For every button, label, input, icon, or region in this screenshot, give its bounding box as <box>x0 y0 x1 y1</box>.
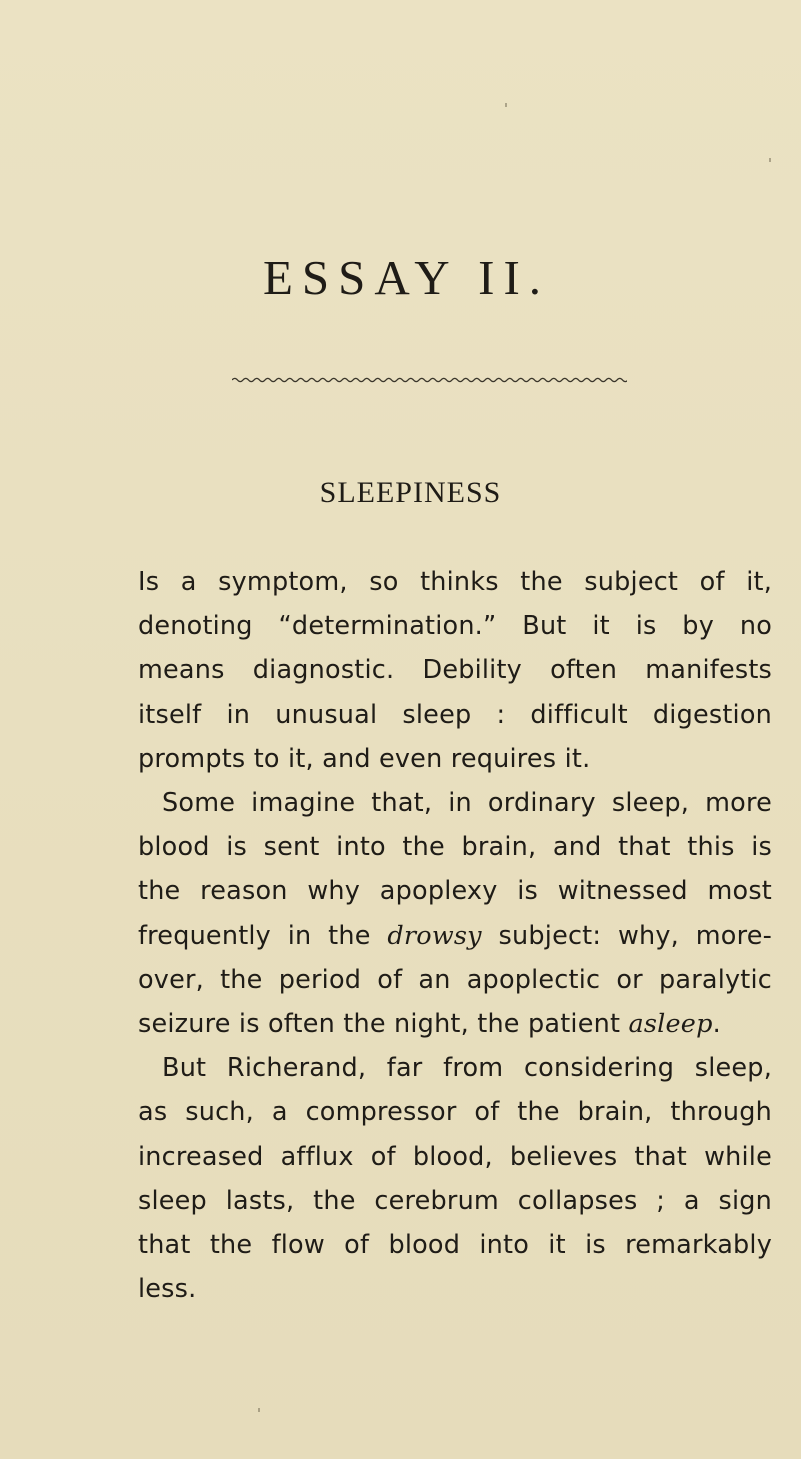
line-text: . <box>712 1009 721 1040</box>
line-text: seizure is often the night, the patient <box>138 1009 629 1040</box>
line-text: the reason why apoplexy is witnessed most <box>138 876 772 907</box>
line-text: that the flow of blood into it is remarkably <box>138 1230 772 1261</box>
text-line <box>138 1046 772 1090</box>
line-text: denoting “determination.” But it is by no <box>138 611 772 642</box>
paper-speck <box>505 103 507 107</box>
text-line <box>138 1135 772 1179</box>
wavy-divider-ornament <box>232 374 627 386</box>
line-text: means diagnostic. Debility often manifests <box>138 655 772 686</box>
text-line <box>138 648 772 692</box>
line-text: frequently in the <box>138 920 388 951</box>
text-line <box>138 604 772 648</box>
line-text: subject: why, more- <box>481 920 772 951</box>
line-text: Some imagine that, in ordinary sleep, more <box>162 788 772 819</box>
line-text: Is a symptom, so thinks the subject of it, <box>138 567 772 597</box>
text-line <box>138 560 772 604</box>
text-line <box>138 1267 772 1311</box>
line-text: prompts to it, and even requires it. <box>138 743 591 774</box>
line-text: sleep lasts, the cerebrum collapses ; a sign <box>138 1185 772 1216</box>
text-line <box>138 825 772 869</box>
text-line <box>138 914 772 958</box>
line-text: But Richerand, far from considering sleep, <box>162 1053 772 1084</box>
line-text: over, the period of an apoplectic or paralytic <box>138 964 772 995</box>
text-line <box>138 1090 772 1134</box>
line-text: itself in unusual sleep : difficult digestion <box>138 699 772 730</box>
line-text: less. <box>138 1274 197 1305</box>
essay-title: ESSAY II. <box>262 250 551 305</box>
italic-word-drowsy: drowsy <box>387 920 482 951</box>
line-text: as such, a compressor of the brain, through <box>138 1097 772 1128</box>
text-line <box>138 1223 772 1267</box>
line-text: increased afflux of blood, believes that while <box>138 1141 772 1172</box>
text-line <box>138 1179 772 1223</box>
essay-body <box>138 560 772 1311</box>
paper-speck <box>258 1408 260 1412</box>
text-line <box>138 781 772 825</box>
text-line <box>138 693 772 737</box>
paper-speck <box>769 158 771 162</box>
line-text: blood is sent into the brain, and that this is <box>138 832 772 863</box>
text-line <box>138 869 772 913</box>
text-line <box>138 958 772 1002</box>
text-line <box>138 737 772 781</box>
text-line <box>138 1002 772 1046</box>
section-heading: SLEEPINESS <box>319 476 502 509</box>
italic-word-asleep: asleep <box>628 1009 713 1040</box>
